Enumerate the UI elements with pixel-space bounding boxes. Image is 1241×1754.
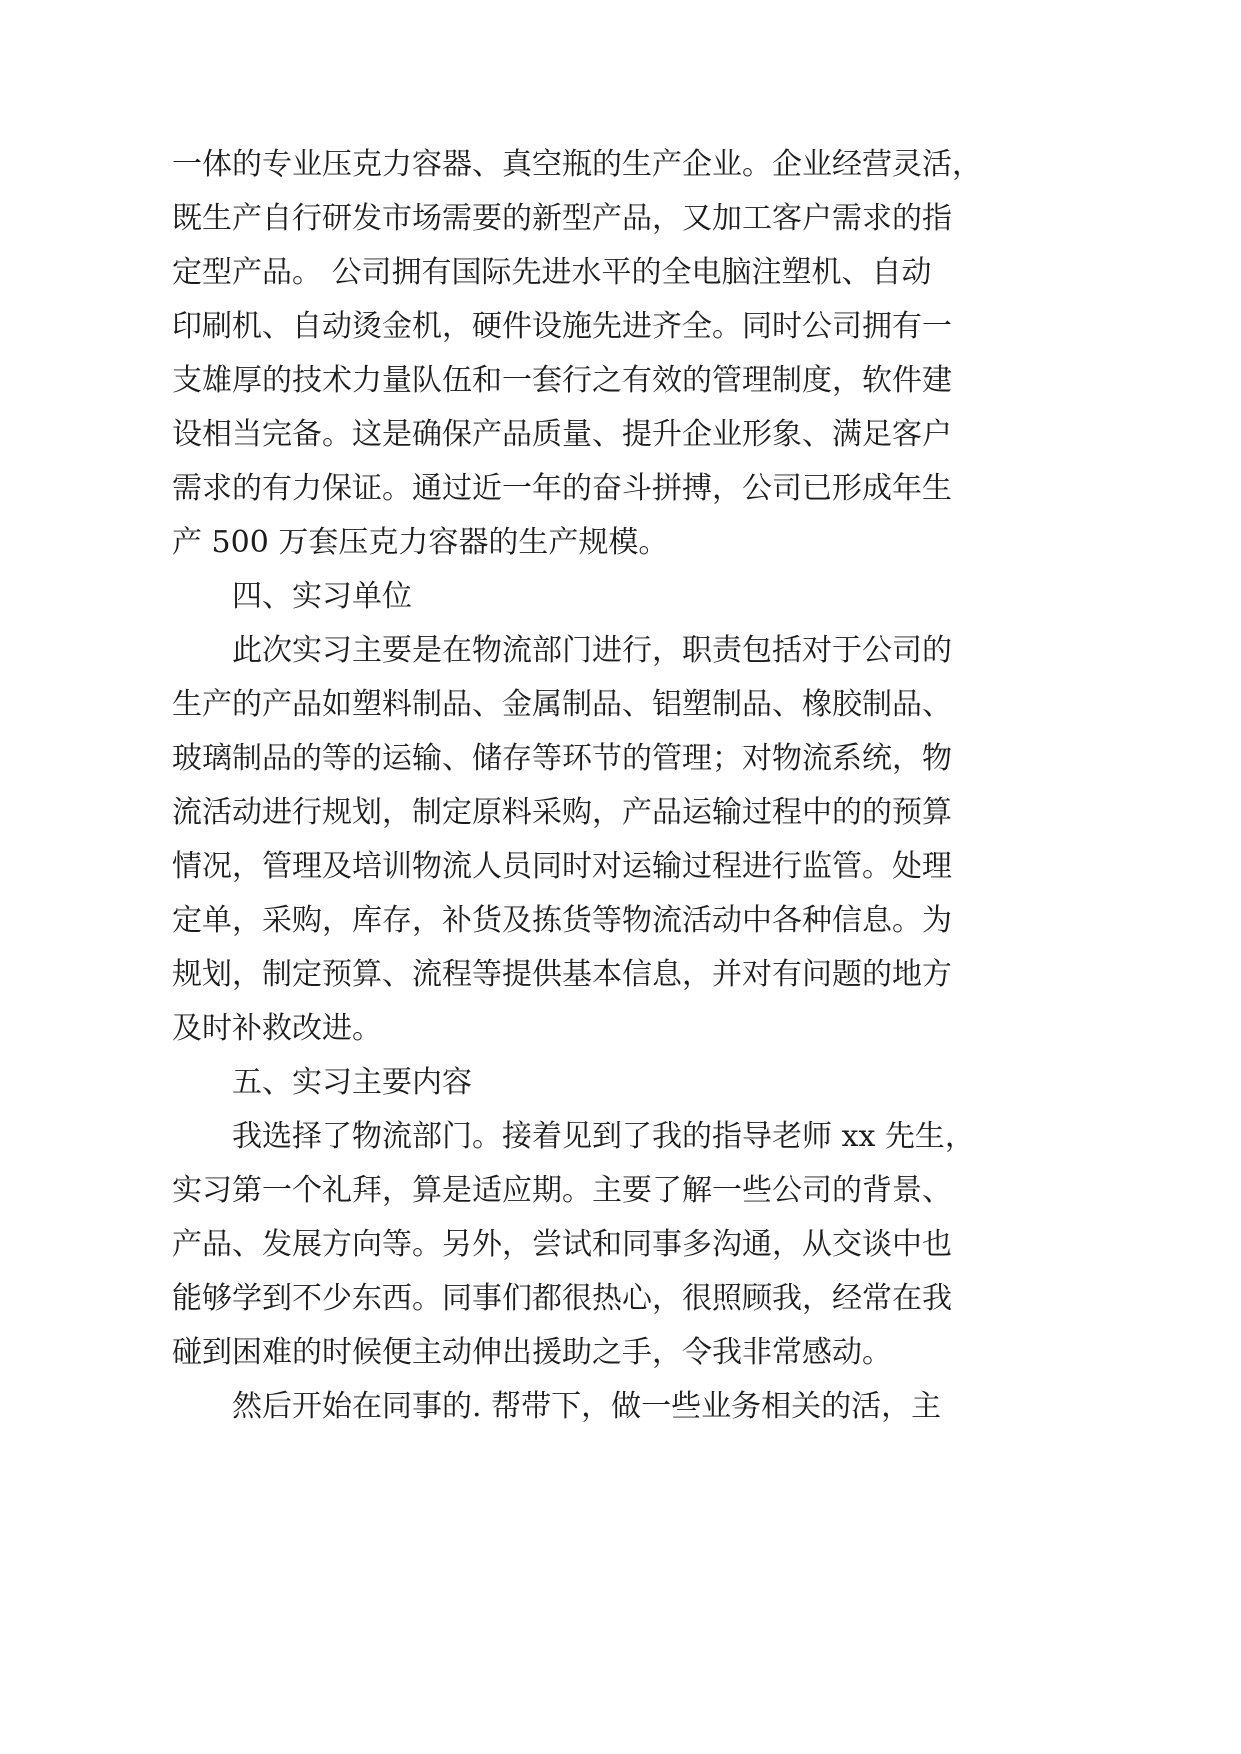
paragraph-line: 此次实习主要是在物流部门进行，职责包括对于公司的: [232, 633, 952, 668]
paragraph-line: 印刷机、自动烫金机，硬件设施先进齐全。同时公司拥有一: [172, 309, 952, 344]
paragraph-line: 产品、发展方向等。另外，尝试和同事多沟通，从交谈中也: [172, 1227, 952, 1262]
paragraph-line: 然后开始在同事的. 帮带下，做一些业务相关的活，主: [232, 1389, 942, 1424]
paragraph-line: 实习第一个礼拜，算是适应期。主要了解一些公司的背景、: [172, 1173, 952, 1208]
section-heading: 五、实习主要内容: [232, 1065, 472, 1100]
paragraph-line: 规划，制定预算、流程等提供基本信息，并对有问题的地方: [172, 957, 952, 992]
paragraph-line: 既生产自行研发市场需要的新型产品，又加工客户需求的指: [172, 201, 952, 236]
paragraph-line: 设相当完备。这是确保产品质量、提升企业形象、满足客户: [172, 417, 952, 452]
paragraph-line: 玻璃制品的等的运输、储存等环节的管理；对物流系统，物: [172, 741, 952, 776]
paragraph-line: 我选择了物流部门。接着见到了我的指导老师 xx 先生，: [232, 1119, 975, 1154]
paragraph-line: 及时补救改进。: [172, 1011, 382, 1046]
paragraph-line: 能够学到不少东西。同事们都很热心，很照顾我，经常在我: [172, 1281, 952, 1316]
paragraph-line: 碰到困难的时候便主动伸出援助之手，令我非常感动。: [172, 1335, 892, 1370]
paragraph-line: 产 500 万套压克力容器的生产规模。: [172, 525, 669, 560]
paragraph-line: 情况，管理及培训物流人员同时对运输过程进行监管。处理: [172, 849, 952, 884]
paragraph-line: 流活动进行规划，制定原料采购，产品运输过程中的的预算: [172, 795, 952, 830]
paragraph-line: 生产的产品如塑料制品、金属制品、铝塑制品、橡胶制品、: [172, 687, 952, 722]
paragraph-line: 支雄厚的技术力量队伍和一套行之有效的管理制度，软件建: [172, 363, 952, 398]
section-heading: 四、实习单位: [232, 579, 412, 614]
paragraph-line: 定型产品。 公司拥有国际先进水平的全电脑注塑机、自动: [172, 255, 932, 290]
paragraph-line: 定单，采购，库存，补货及拣货等物流活动中各种信息。为: [172, 903, 952, 938]
paragraph-line: 需求的有力保证。通过近一年的奋斗拼搏，公司已形成年生: [172, 471, 952, 506]
paragraph-line: 一体的专业压克力容器、真空瓶的生产企业。企业经营灵活，: [172, 147, 982, 182]
